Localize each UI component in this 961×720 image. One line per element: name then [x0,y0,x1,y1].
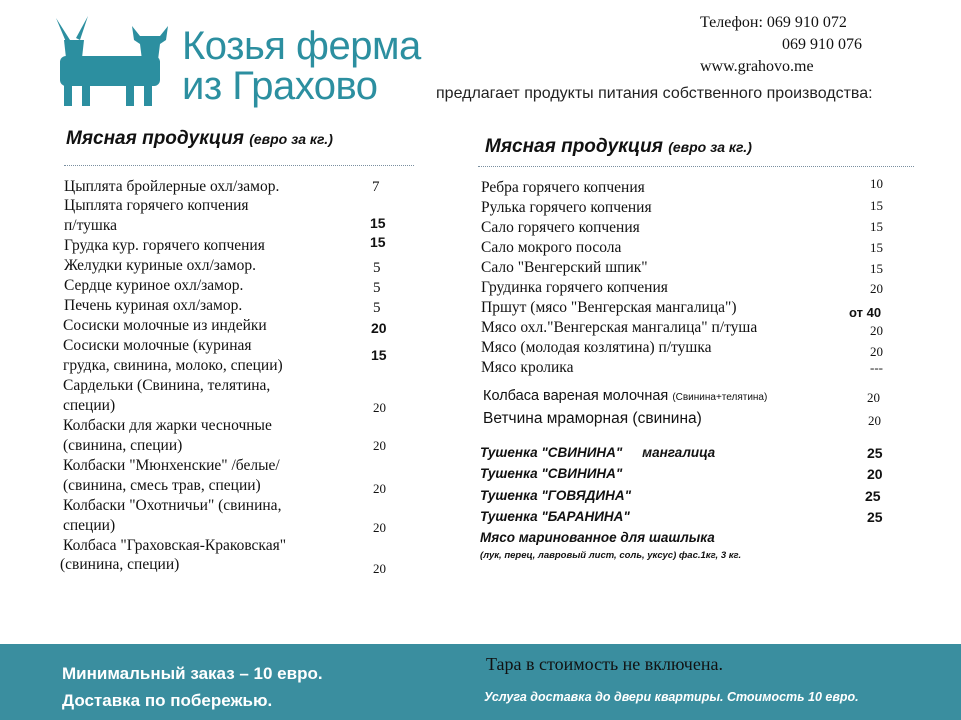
list-item: (свинина, специи) [60,556,180,573]
list-item: Мясо (молодая козлятина) п/тушка [481,339,712,356]
list-item: Сало горячего копчения [481,219,640,236]
item-price: 20 [867,466,883,482]
item-price: 20 [373,400,386,415]
stew-item: Тушенка "БАРАНИНА" [480,509,630,524]
list-item: Сердце куриное охл/замор. [64,277,244,294]
list-item: Сардельки (Свинина, телятина, [63,377,271,394]
tara-note: Тара в стоимость не включена. [486,654,723,674]
sausage-note: (Свинина+телятина) [672,392,768,403]
list-item: Сосиски молочные (куриная [63,337,252,354]
item-price: 7 [372,179,380,195]
tagline: предлагает продукты питания собственного производства: [436,85,873,102]
stew-item: Тушенка "СВИНИНА" мангалица [480,445,716,460]
list-item: специи) [63,517,116,534]
phone-line-2: 069 910 076 [782,36,862,53]
right-title-unit: (евро за кг.) [668,139,752,155]
goat-cow-logo-icon [48,14,178,110]
phone-line-1: Телефон: 069 910 072 [700,14,847,31]
list-item: Цыплята бройлерные охл/замор. [64,178,280,195]
list-item: (свинина, смесь трав, специи) [63,477,261,494]
item-price: 20 [870,344,883,359]
list-item: Ребра горячего копчения [481,179,645,196]
item-price: 20 [868,413,881,428]
list-item [483,387,767,407]
list-item: Сало мокрого посола [481,239,622,256]
door-delivery-note: Услуга доставка до двери квартиры. Стоимость 10 евро. [484,690,859,704]
left-divider [64,165,414,166]
item-price: 20 [373,438,386,453]
list-item: Рулька горячего копчения [481,199,652,216]
item-price: 25 [867,445,883,461]
item-price: 20 [373,561,386,576]
stew-item: Тушенка "СВИНИНА" [480,466,623,481]
item-price: 15 [870,261,883,276]
item-price: 15 [370,215,386,231]
list-item: Мясо охл."Венгерская мангалица" п/туша [481,319,758,336]
marinated-title: Мясо маринованное для шашлыка [480,530,715,545]
list-item: Колбаса "Граховская-Краковская" [63,537,287,554]
list-item: Цыплята горячего копчения [64,197,249,214]
right-divider [478,166,914,167]
brand-name [182,26,421,106]
list-item: Печень куриная охл/замор. [64,297,243,314]
min-order-text: Минимальный заказ – 10 евро. [62,664,323,683]
list-item: грудка, свинина, молоко, специи) [63,357,283,374]
footer-order-info [62,660,323,714]
list-item: Пршут (мясо "Венгерская мангалица") [481,299,737,316]
item-price: 15 [371,347,387,363]
list-item: (свинина, специи) [63,437,183,454]
item-price: 20 [373,481,386,496]
delivery-coast-text: Доставка по побережью. [62,691,273,710]
sausage-name: Колбаса вареная молочная [483,388,669,404]
item-price: 20 [870,281,883,296]
item-price: --- [870,360,883,375]
list-item: Колбаски "Мюнхенские" /белые/ [63,457,280,474]
right-title-text: Мясная продукция [485,136,663,157]
website-link[interactable]: www.grahovo.me [700,58,814,75]
item-price: 15 [870,198,883,213]
item-price: от 40 [849,305,882,320]
item-price: 25 [865,488,881,504]
list-item: п/тушка [64,217,118,234]
item-price: 20 [373,520,386,535]
item-price: 5 [373,260,381,276]
item-price: 5 [373,300,381,316]
list-item: Сало "Венгерский шпик" [481,259,648,276]
item-price: 5 [373,280,381,296]
right-section-title [485,136,752,158]
item-price: 15 [870,219,883,234]
list-item: Колбаски для жарки чесночные [63,417,272,434]
left-section-title [66,128,333,150]
stew-item: Тушенка "ГОВЯДИНА" [480,488,631,503]
item-price: 15 [870,240,883,255]
brand-line-2: из Грахово [182,64,378,108]
left-title-text: Мясная продукция [66,128,244,149]
list-item: Колбаски "Охотничьи" (свинина, [63,497,282,514]
list-item: Грудка кур. горячего копчения [64,237,265,254]
item-price: 25 [867,509,883,525]
item-price: 20 [870,323,883,338]
marinated-note: (лук, перец, лавровый лист, соль, уксус) фас.1кг, 3 кг. [480,550,742,561]
list-item: Желудки куриные охл/замор. [64,257,256,274]
left-title-unit: (евро за кг.) [249,131,333,147]
list-item: Мясо кролика [481,359,574,376]
item-price: 15 [370,234,386,250]
list-item: Грудинка горячего копчения [481,279,668,296]
item-price: 20 [371,320,387,336]
contacts [700,12,862,78]
brand-line-1: Козья ферма [182,24,421,68]
list-item: специи) [63,397,116,414]
item-price: 10 [870,176,883,191]
list-item: Ветчина мраморная (свинина) [483,410,702,427]
list-item: Сосиски молочные из индейки [63,317,267,334]
item-price: 20 [867,390,880,405]
